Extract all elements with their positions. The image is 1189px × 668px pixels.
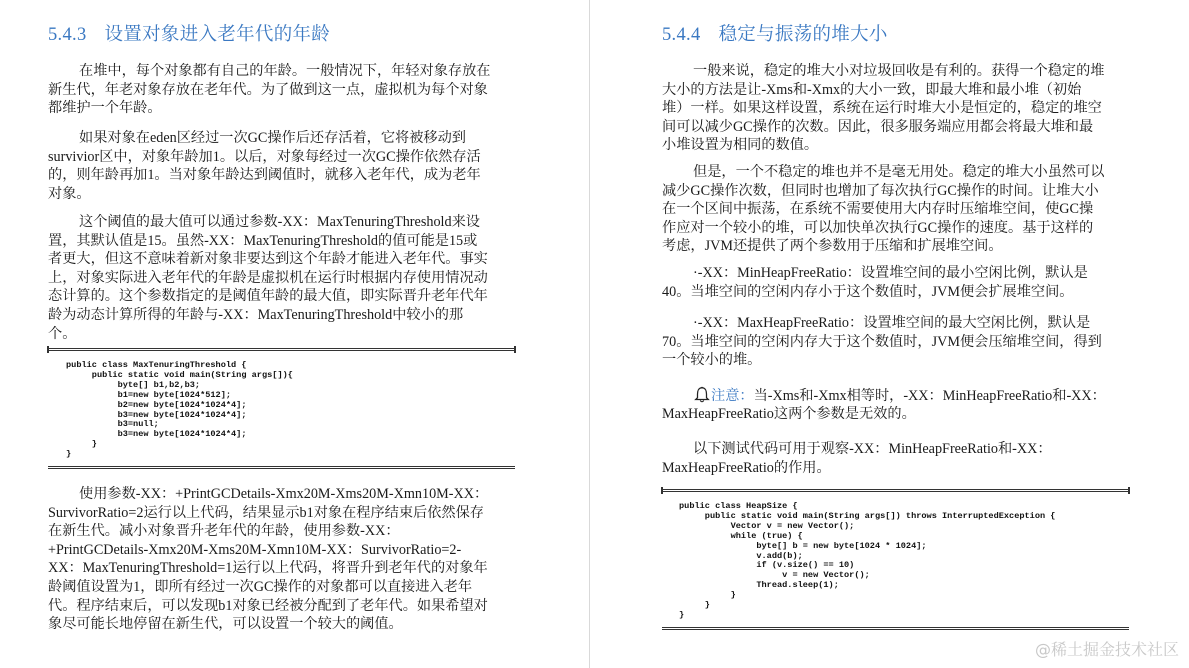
note-second-line: MaxHeapFreeRatio这两个参数是无效的。 bbox=[662, 405, 916, 422]
text-line: 一般来说，稳定的堆大小对垃圾回收是有利的。获得一个稳定的堆 bbox=[693, 63, 1105, 79]
section-heading bbox=[48, 20, 330, 46]
text-line: 作应对一个较小的堆，可以加快单次执行GC操作的速度。基于这样的 bbox=[662, 219, 1094, 236]
note-first-line bbox=[662, 386, 1106, 405]
text-line: 考虑，JVM还提供了两个参数用于压缩和扩展堆空间。 bbox=[662, 238, 1003, 255]
code-block bbox=[48, 348, 515, 469]
bell-icon bbox=[693, 386, 711, 404]
text-line: survivior区中，对象年龄加1。以后，对象每经过一次GC操作依然存活 bbox=[48, 148, 481, 165]
text-line: 大小的方法是让-Xms和-Xmx的大小一致，即最大堆和最小堆（初始 bbox=[662, 81, 1082, 98]
section-heading bbox=[662, 20, 888, 46]
text-line: 堆）一样。如果这样设置，系统在运行时堆大小是恒定的，稳定的堆空 bbox=[662, 100, 1102, 117]
code-line: v = new Vector(); bbox=[679, 570, 870, 581]
text-line: 态计算的。这个参数指定的是阈值年龄的最大值，即实际晋升老年代年 bbox=[48, 288, 488, 305]
code-listing bbox=[679, 502, 1129, 621]
code-line: if (v.size() == 10) bbox=[679, 560, 855, 571]
paragraph bbox=[662, 62, 1104, 155]
text-line: 上，对象实际进入老年代的年龄是虚拟机在运行时根据内存使用情况动 bbox=[48, 269, 488, 286]
code-line: } bbox=[66, 449, 72, 460]
text-line: 以下测试代码可用于观察-XX：MinHeapFreeRatio和-XX： bbox=[693, 441, 1052, 457]
note-label: 注意： bbox=[711, 388, 754, 404]
code-line: byte[] b1,b2,b3; bbox=[66, 379, 201, 390]
section-title: 设置对象进入老年代的年龄 bbox=[104, 25, 331, 45]
text-line: +PrintGCDetails-Xmx20M-Xms20M-Xmn10M-XX：SurvivorRatio=2- bbox=[48, 541, 462, 558]
text-line: 如果对象在eden区经过一次GC操作后还存活着，它将被移动到 bbox=[79, 130, 466, 146]
page-divider bbox=[589, 0, 590, 668]
text-line: 新生代，年老对象存放在老年代。为了做到这一点，虚拟机为每个对象 bbox=[48, 81, 488, 98]
code-listing bbox=[66, 361, 515, 460]
text-line: 在堆中，每个对象都有自己的年龄。一般情况下，年轻对象存放在 bbox=[79, 63, 491, 79]
text-line: 在一个区间中振荡，在系统不需要使用大内存时压缩堆空间，使GC操 bbox=[662, 201, 1094, 218]
code-line: b2=new byte[1024*1024*4]; bbox=[66, 399, 247, 410]
code-line: } bbox=[66, 439, 97, 450]
paragraph bbox=[48, 213, 488, 343]
note-paragraph bbox=[662, 386, 1106, 423]
code-line: b1=new byte[1024*512]; bbox=[66, 389, 232, 400]
paragraph bbox=[662, 314, 1102, 370]
section-title: 稳定与振荡的堆大小 bbox=[718, 25, 888, 45]
code-line: public class HeapSize { bbox=[679, 501, 798, 511]
code-line: b3=new byte[1024*1024*4]; bbox=[66, 409, 247, 420]
paragraph bbox=[48, 62, 490, 118]
text-line: 对象。 bbox=[48, 185, 91, 202]
code-line: b3=null; bbox=[66, 419, 159, 430]
text-line: 代。程序结束后，可以发现b1对象已经被分配到了老年代。如果希望对 bbox=[48, 597, 488, 614]
text-line: 象尽可能长地停留在新生代，可以设置一个较大的阈值。 bbox=[48, 616, 403, 633]
text-line: 这个阈值的最大值可以通过参数-XX：MaxTenuringThreshold来设 bbox=[79, 214, 480, 230]
code-line: public static void main(String args[]) throws InterruptedException { bbox=[679, 510, 1056, 521]
code-line: public static void main(String args[]){ bbox=[66, 369, 293, 380]
text-line: 使用参数-XX：+PrintGCDetails-Xmx20M-Xms20M-Xmn10M-XX： bbox=[79, 486, 489, 502]
text-line: 龄阈值设置为1，即所有经过一次GC操作的对象都可以直接进入老年 bbox=[48, 578, 473, 595]
code-line: public class MaxTenuringThreshold { bbox=[66, 360, 247, 370]
text-line: XX：MaxTenuringThreshold=1运行以上代码，将晋升到老年代的对象年 bbox=[48, 560, 488, 577]
text-line: 但是，一个不稳定的堆也并不是毫无用处。稳定的堆大小虽然可以 bbox=[693, 164, 1105, 180]
paragraph bbox=[48, 129, 481, 203]
note-text: 当-Xms和-Xmx相等时，-XX：MinHeapFreeRatio和-XX： bbox=[753, 388, 1106, 404]
text-line: 70。当堆空间的空闲内存大于这个数值时，JVM便会压缩堆空间，得到 bbox=[662, 333, 1102, 350]
text-line: 在新生代。减小对象晋升老年代的年龄，使用参数-XX： bbox=[48, 523, 400, 540]
text-line: ·-XX：MaxHeapFreeRatio：设置堆空间的最大空闲比例，默认是 bbox=[693, 315, 1091, 331]
paragraph bbox=[48, 485, 488, 634]
code-line: v.add(b); bbox=[679, 550, 803, 561]
section-number: 5.4.4 bbox=[662, 25, 701, 45]
text-line: 一个较小的堆。 bbox=[662, 352, 762, 369]
code-line: } bbox=[679, 590, 736, 601]
text-line: 减少GC操作次数，但同时也增加了每次执行GC操作的时间。让堆大小 bbox=[662, 182, 1099, 199]
paragraph bbox=[662, 163, 1104, 256]
text-line: MaxHeapFreeRatio的作用。 bbox=[662, 459, 831, 476]
text-line: 40。当堆空间的空闲内存小于这个数值时，JVM便会扩展堆空间。 bbox=[662, 283, 1074, 300]
paragraph bbox=[662, 264, 1088, 301]
section-number: 5.4.3 bbox=[48, 25, 87, 45]
code-line: byte[] b = new byte[1024 * 1024]; bbox=[679, 540, 927, 551]
text-line: 者更大，但这不意味着新对象非要达到这个年龄才能进入老年代。事实 bbox=[48, 251, 488, 268]
text-line: 小堆设置为相同的数值。 bbox=[662, 137, 819, 154]
text-line: 间可以减少GC操作的次数。因此，很多服务端应用都会将最大堆和最 bbox=[662, 118, 1094, 135]
text-line: 个。 bbox=[48, 325, 77, 342]
text-line: ·-XX：MinHeapFreeRatio：设置堆空间的最小空闲比例，默认是 bbox=[693, 265, 1088, 281]
text-line: 的，则年龄再加1。当对象年龄达到阈值时，就移入老年代，成为老年 bbox=[48, 167, 481, 184]
code-line: } bbox=[679, 600, 710, 611]
text-line: 置，其默认值是15。虽然-XX：MaxTenuringThreshold的值可能是15或 bbox=[48, 232, 478, 249]
code-line: while (true) { bbox=[679, 530, 803, 541]
code-block bbox=[662, 489, 1129, 630]
text-line: 龄为动态计算所得的年龄与-XX：MaxTenuringThreshold中较小的那 bbox=[48, 306, 464, 323]
code-line: b3=new byte[1024*1024*4]; bbox=[66, 429, 247, 440]
right-page bbox=[591, 0, 1189, 668]
code-line: Vector v = new Vector(); bbox=[679, 520, 855, 531]
left-page bbox=[0, 0, 589, 668]
watermark: @稀土掘金技术社区 bbox=[1034, 640, 1179, 659]
paragraph bbox=[662, 440, 1052, 477]
text-line: 都维护一个年龄。 bbox=[48, 100, 162, 117]
code-line: } bbox=[679, 609, 685, 620]
code-line: Thread.sleep(1); bbox=[679, 580, 839, 591]
text-line: SurvivorRatio=2运行以上代码，结果显示b1对象在程序结束后依然保存 bbox=[48, 504, 484, 521]
